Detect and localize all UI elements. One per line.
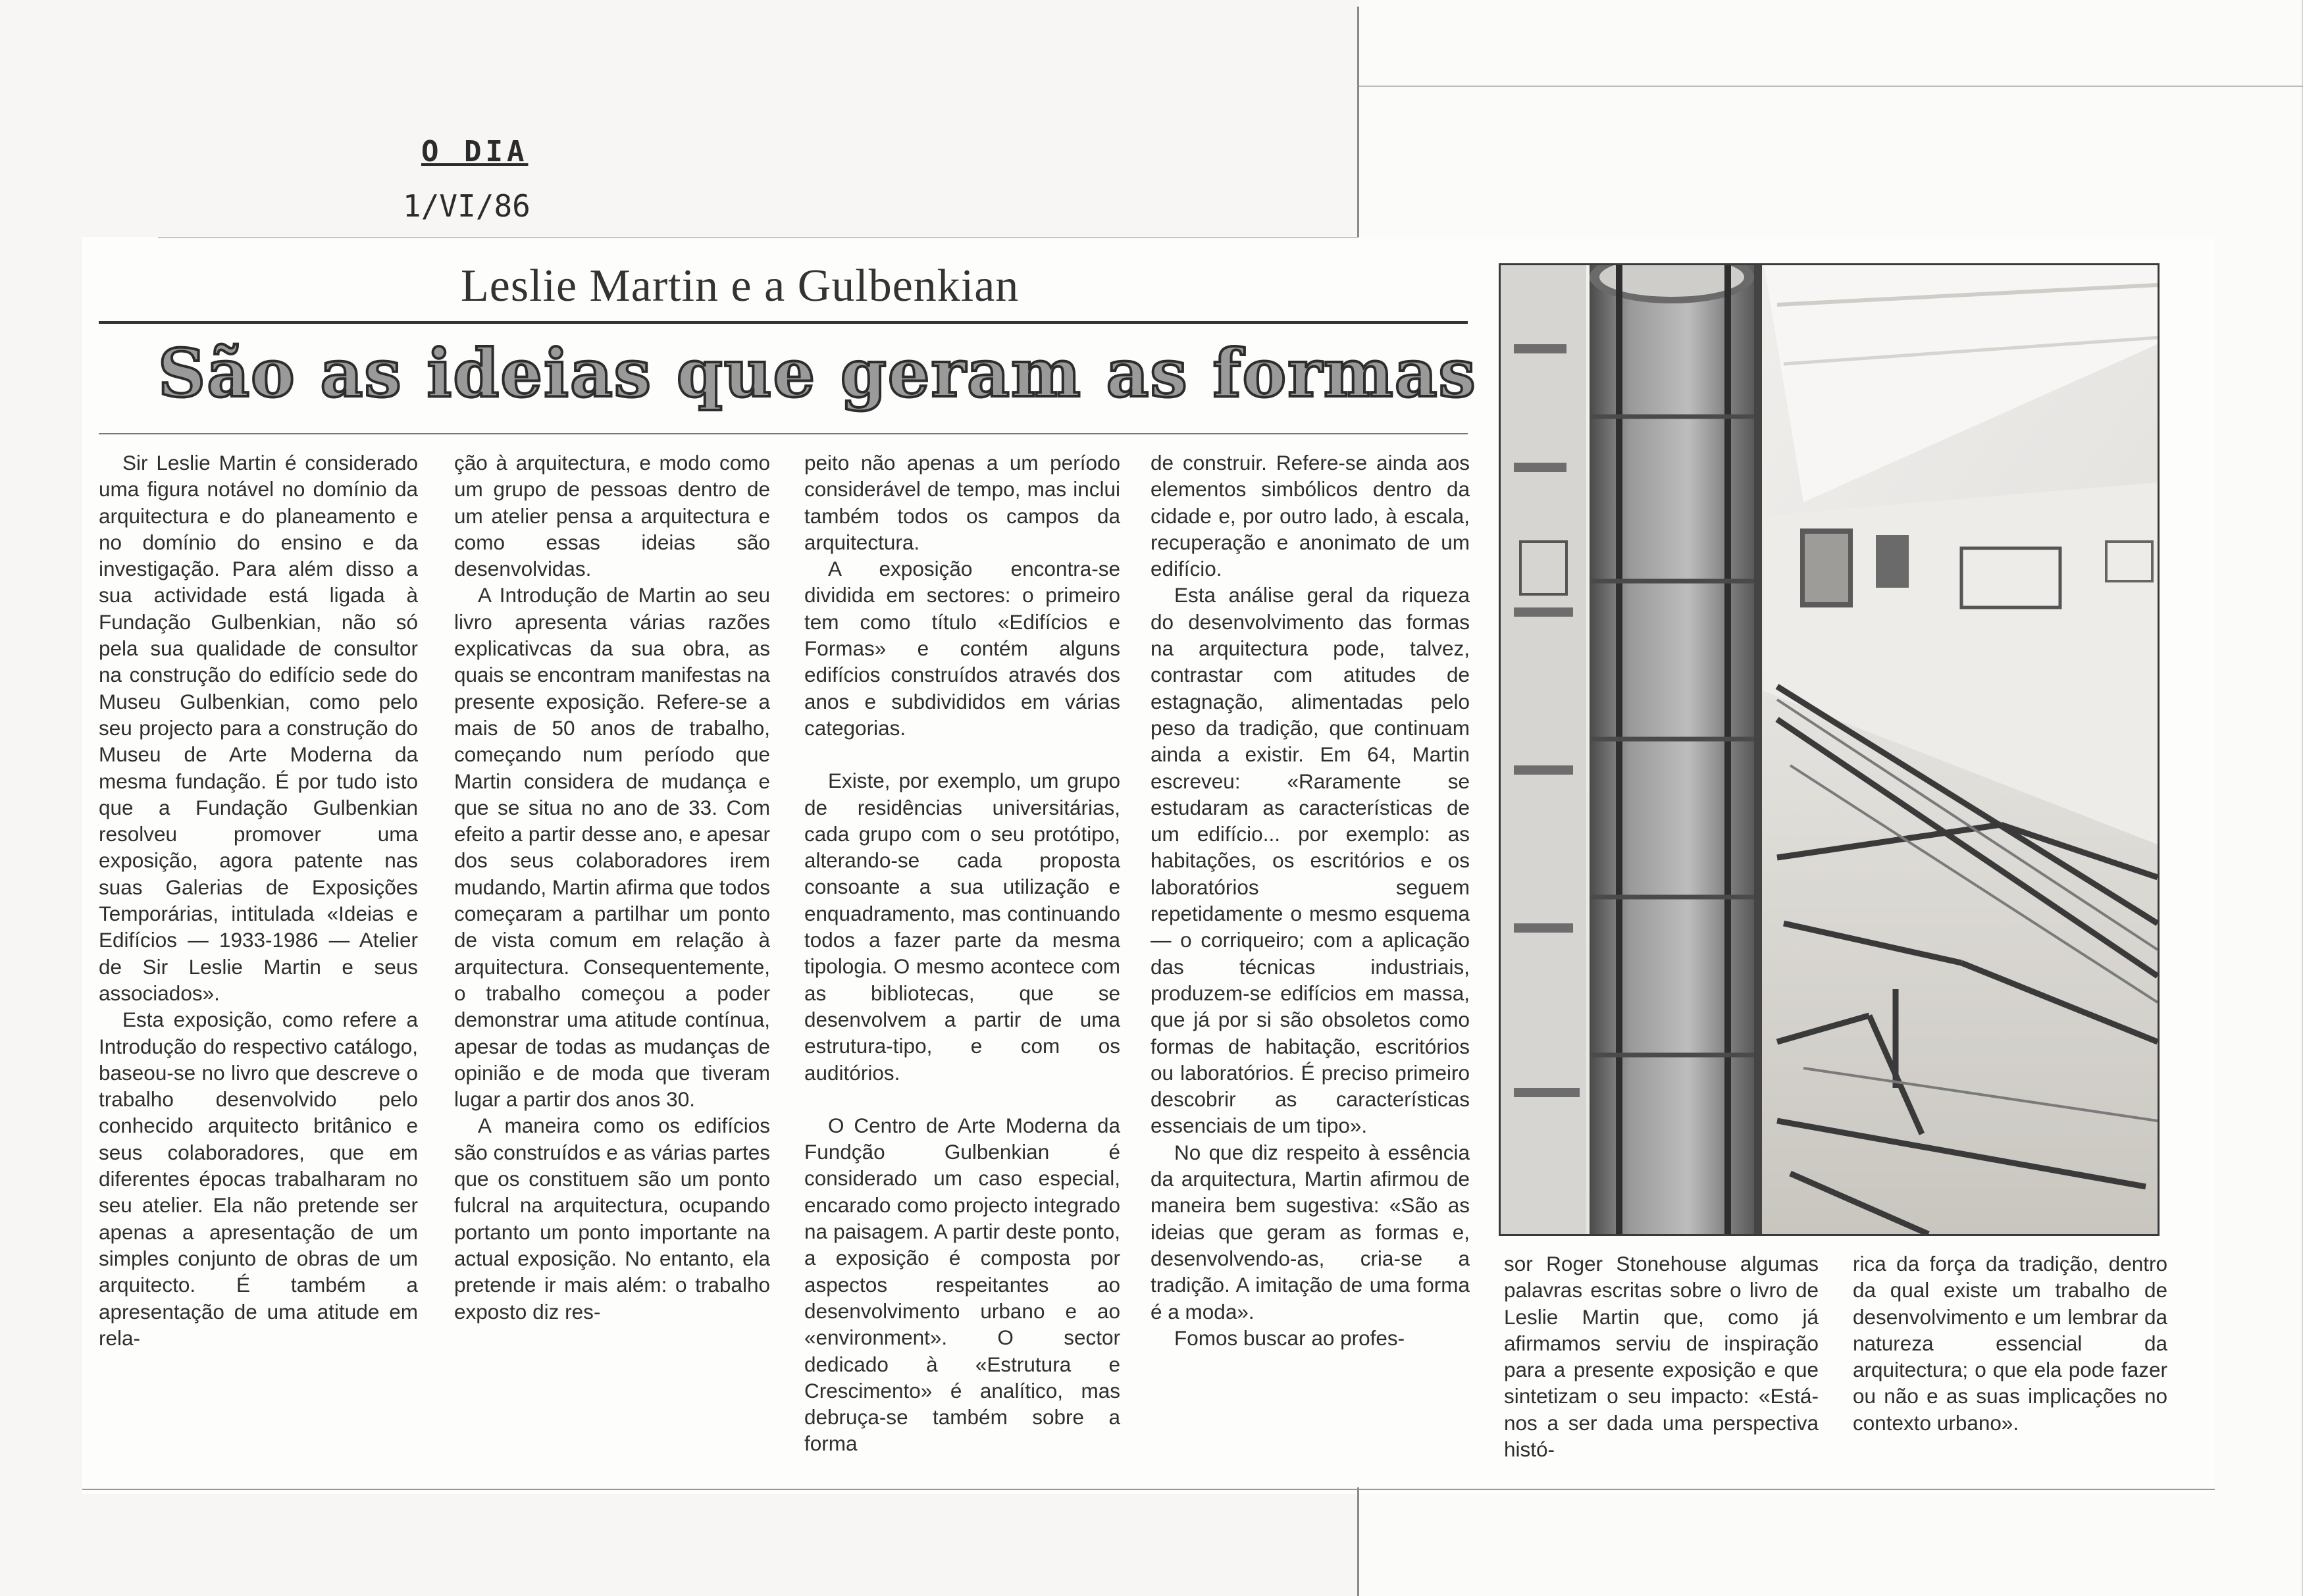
article-column-2 <box>454 450 770 1325</box>
paragraph: Esta análise geral da riqueza do desenvolvimento das formas na arquitectura pode, talvez, contrastar com atitudes de estagnação, alimentadas pelo peso da tradição, que continuam ainda a existir. Em 64, Martin escreveu: «Raramente se estudaram as características de um edifício... por exemplo: as habitações, os escritórios e os laboratórios seguem repetidamente o mesmo esquema — o corriqueiro; com a aplicação das técnicas industriais, produzem-se edifícios em massa, que já por si são obsoletos como formas de habitação, escritórios ou laboratórios. É preciso primeiro descobrir as características essenciais de um tipo». <box>1151 583 1470 1138</box>
paragraph: Esta exposição, como refere a Introdução do respectivo catálogo, baseou-se no livro que descreve o trabalho desenvolvido pelo conhecido arquitecto britânico e seus colaboradores, que em diferentes épocas trabalharam no seu atelier. Ela não pretende ser apenas a apresentação de um simples conjunto de obras de um arquitecto. É também a apresentação de uma atitude em rela- <box>99 1008 418 1350</box>
paragraph: A maneira como os edifícios são construídos e as várias partes que os constituem são um ponto fulcral na arquitectura, ocupando portanto um ponto importante na actual exposição. No entanto, ela pretende ir mais além: o trabalho exposto diz res- <box>454 1114 770 1324</box>
paragraph: A exposição encontra-se dividida em sectores: o primeiro tem como título «Edifícios e Formas» e contém alguns edifícios construídos através dos anos e subdivididos em várias categorias. <box>804 557 1120 740</box>
paragraph: Sir Leslie Martin é considerado uma figura notável no domínio da arquitectura e do planeamento e no domínio do ensino e da investigação. Para além disso a sua actividade está ligada à Fundação Gulbenkian, não só pela sua qualidade de consultor na construção do edifício sede do Museu Gulbenkian, como pelo seu projecto para a construção do Museu de Arte Moderna da mesma fundação. É por tudo isto que a Fundação Gulbenkian resolveu promover uma exposição, agora patente nas suas Galerias de Exposições Temporárias, intitulada «Ideias e Edifícios — 1933-1986 — Atelier de Sir Leslie Martin e seus associados». <box>99 451 418 1005</box>
article-column-6 <box>1853 1250 2167 1436</box>
article-column-1 <box>99 450 418 1351</box>
cut-line-bottom <box>1357 1487 1359 1596</box>
paragraph: Existe, por exemplo, um grupo de residências universitárias, cada grupo com o seu protótipo, alterando-se cada proposta consoante a sua utilização e enquadramento, mas continuando todos a fazer parte da mesma tipologia. O mesmo acontece com as bibliotecas, que se desenvolvem a partir de uma estrutura-tipo, e com os auditórios. <box>804 769 1120 1085</box>
publication-stamp <box>403 135 530 224</box>
paper-date: 1/VI/86 <box>403 188 530 224</box>
clip-top-edge <box>158 237 1359 238</box>
paragraph: peito não apenas a um período considerável de tempo, mas inclui também todos os campos da arquitectura. <box>804 451 1120 554</box>
article-headline: São as ideias que geram as formas <box>158 334 1477 412</box>
headline-rule-bottom <box>99 433 1468 434</box>
exhibition-photo <box>1499 263 2160 1236</box>
clip-bottom-edge <box>82 1489 2215 1490</box>
paragraph: Fomos buscar ao profes- <box>1174 1326 1405 1350</box>
paragraph: O Centro de Arte Moderna da Fundção Gulbenkian é considerado um caso especial, encarado como projecto integrado na paisagem. A partir deste ponto, a exposição é composta por aspectos respeitantes ao desenvolvimento urbano e ao «environment». O sector dedicado à «Estrutura e Crescimento» é analítico, mas debruça-se também sobre a forma <box>804 1113 1120 1456</box>
paragraph: rica da força da tradição, dentro da qual existe um trabalho de desenvolvimento e um lembrar da natureza essencial da arquitectura; o que ela pode fazer ou não e as suas implicações no contexto urbano». <box>1853 1252 2167 1435</box>
article-column-5 <box>1504 1250 1819 1462</box>
article-column-3 <box>804 450 1120 1457</box>
paragraph: ção à arquitectura, e modo como um grupo de pessoas dentro de um atelier pensa a arquitectura e como essas ideias são desenvolvidas. <box>454 451 770 581</box>
paragraph: No que diz respeito à essência da arquitectura, Martin afirmou de maneira bem sugestiva: «São as ideias que geram as formas e, desenvolvendo-as, cria-se a tradição. A imitação de uma forma é a moda». <box>1151 1140 1470 1324</box>
article-column-4 <box>1151 450 1470 1351</box>
article-kicker: Leslie Martin e a Gulbenkian <box>461 261 1020 311</box>
paragraph: sor Roger Stonehouse algumas palavras escritas sobre o livro de Leslie Martin que, como já afirmamos serviu de inspiração para a presente exposição e que sintetizam o seu impacto: «Está-nos a ser dada uma perspectiva histó- <box>1504 1252 1819 1462</box>
gallery-interior-image <box>1501 265 2158 1234</box>
cut-line-top <box>1359 86 2303 87</box>
paragraph: A Introdução de Martin ao seu livro apresenta várias razões explicativcas da sua obra, as quais se encontram manifestas na presente exposição. Refere-se a mais de 50 anos de trabalho, começando num período que Martin considera de mudança e que se situa no ano de 33. Com efeito a partir desse ano, e apesar dos seus colaboradores irem mudando, Martin afirma que todos começaram a partilhar um ponto de vista comum em relação à arquitectura. Consequentemente, o trabalho começou a poder demonstrar uma atitude contínua, apesar de todas as mudanças de opinião e de moda que tiveram lugar a partir dos anos 30. <box>454 583 770 1112</box>
paragraph: de construir. Refere-se ainda aos elementos simbólicos dentro da cidade e, por outro lado, à escala, recuperação e anonimato de um edifício. <box>1151 451 1470 581</box>
paper-name: O DIA <box>421 135 529 168</box>
cut-line-left-upper <box>1357 7 1359 237</box>
headline-rule-top <box>99 321 1468 324</box>
